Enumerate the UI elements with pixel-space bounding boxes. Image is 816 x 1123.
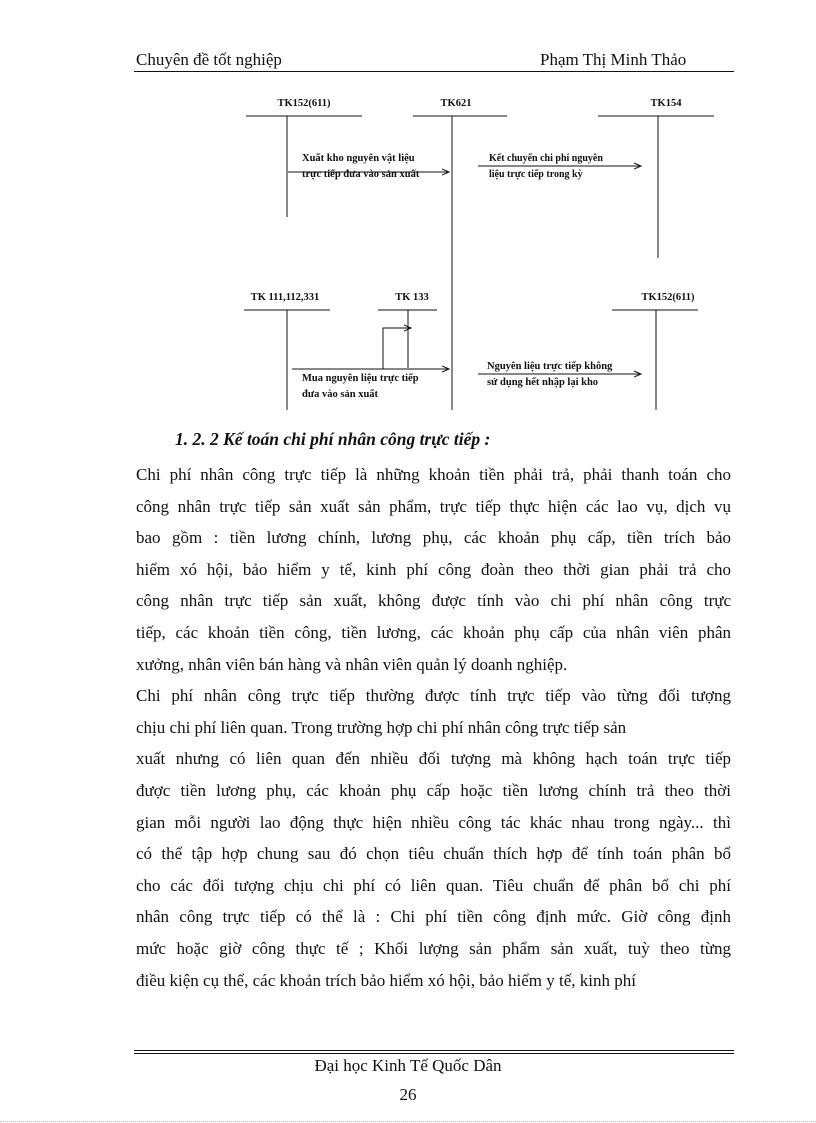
body-line: tiếp, các khoản tiền công, tiền lương, các khoản phụ cấp của nhân viên phân — [136, 622, 731, 642]
account-tk133: TK 133 — [395, 292, 429, 303]
body-line: hiểm xó hội, bảo hiểm y tế, kinh phí công đoàn theo thời gian phải trả cho — [136, 559, 731, 579]
body-line: mức hoặc giờ công thực tế ; Khối lượng sản phẩm sản xuất, tuỳ theo từng — [136, 938, 731, 958]
body-line: nhân công trực tiếp có thể là : Chi phí tiền công định mức. Giờ công định — [136, 907, 731, 927]
body-text — [136, 459, 731, 996]
account-tk154: TK154 — [650, 98, 682, 109]
footer-rule — [134, 1050, 734, 1051]
body-line: bao gồm : tiền lương chính, lương phụ, các khoản phụ cấp, tiền trích bảo — [136, 528, 731, 548]
body-line: xưởng, nhân viên bán hàng và nhân viên quản lý doanh nghiệp. — [136, 654, 568, 674]
label-xuat-kho-line1: Xuất kho nguyên vật liệu — [302, 153, 415, 164]
body-line: được tiền lương phụ, các khoản phụ cấp hoặc tiền lương chính trả theo thời — [136, 780, 731, 800]
account-tk152-top: TK152(611) — [277, 98, 331, 109]
page-number: 26 — [399, 1085, 417, 1104]
label-xuat-kho-line2: trực tiếp đưa vào sản xuất — [302, 169, 420, 180]
body-line: có thể tập hợp chung sau đó chọn tiêu chuẩn thích hợp để tính toán phân bổ — [136, 844, 731, 864]
label-mua-line2: đưa vào sản xuất — [302, 389, 379, 400]
body-line: điều kiện cụ thể, các khoản trích bảo hiểm xó hội, bảo hiểm y tế, kinh phí — [136, 970, 636, 990]
account-tk111: TK 111,112,331 — [250, 292, 320, 303]
body-line: gian mỗi người lao động thực hiện nhiều công tác khác nhau trong ngày... thì — [136, 812, 731, 832]
footer-rule — [134, 1053, 734, 1054]
body-line: công nhân trực tiếp sản xuất, không được tính vào chi phí nhân công trực — [136, 591, 731, 611]
label-ket-chuyen-line2: liệu trực tiếp trong kỳ — [489, 169, 583, 180]
body-line: chịu chi phí liên quan. Trong trường hợp chi phí nhân công trực tiếp sản — [136, 717, 627, 737]
body-line: cho các đối tượng chịu chi phí có liên quan. Tiêu chuẩn để phân bổ chi phí — [136, 875, 731, 895]
header-title: Chuyên đề tốt nghiệp — [136, 50, 282, 69]
account-tk152-bottom: TK152(611) — [641, 292, 695, 303]
label-ket-chuyen-line1: Kết chuyển chi phí nguyên — [489, 153, 603, 164]
arrow-to-tk133 — [383, 328, 411, 369]
body-line: Chi phí nhân công trực tiếp là những khoản tiền phải trả, phải thanh toán cho — [136, 465, 731, 484]
accounting-t-account-diagram — [0, 0, 816, 420]
footer-institution: Đại học Kinh Tế Quốc Dân — [314, 1056, 502, 1075]
label-nguyen-lieu-line2: sử dụng hết nhập lại kho — [487, 377, 599, 388]
body-line: Chi phí nhân công trực tiếp thường được tính trực tiếp vào từng đối tượng — [136, 686, 731, 706]
body-line: xuất nhưng có liên quan đến nhiều đối tượng mà không hạch toán trực tiếp — [136, 749, 731, 769]
section-heading: 1. 2. 2 Kế toán chi phí nhân công trực tiếp : — [175, 429, 491, 449]
page-bottom-border — [0, 1121, 816, 1122]
header-author: Phạm Thị Minh Thảo — [540, 50, 687, 69]
account-tk621: TK621 — [440, 98, 472, 109]
body-line: công nhân trực tiếp sản xuất sản phẩm, trực tiếp thực hiện các lao vụ, dịch vụ — [136, 496, 731, 516]
label-nguyen-lieu-line1: Nguyên liệu trực tiếp không — [487, 361, 613, 372]
label-mua-line1: Mua nguyên liệu trực tiếp — [302, 373, 419, 384]
